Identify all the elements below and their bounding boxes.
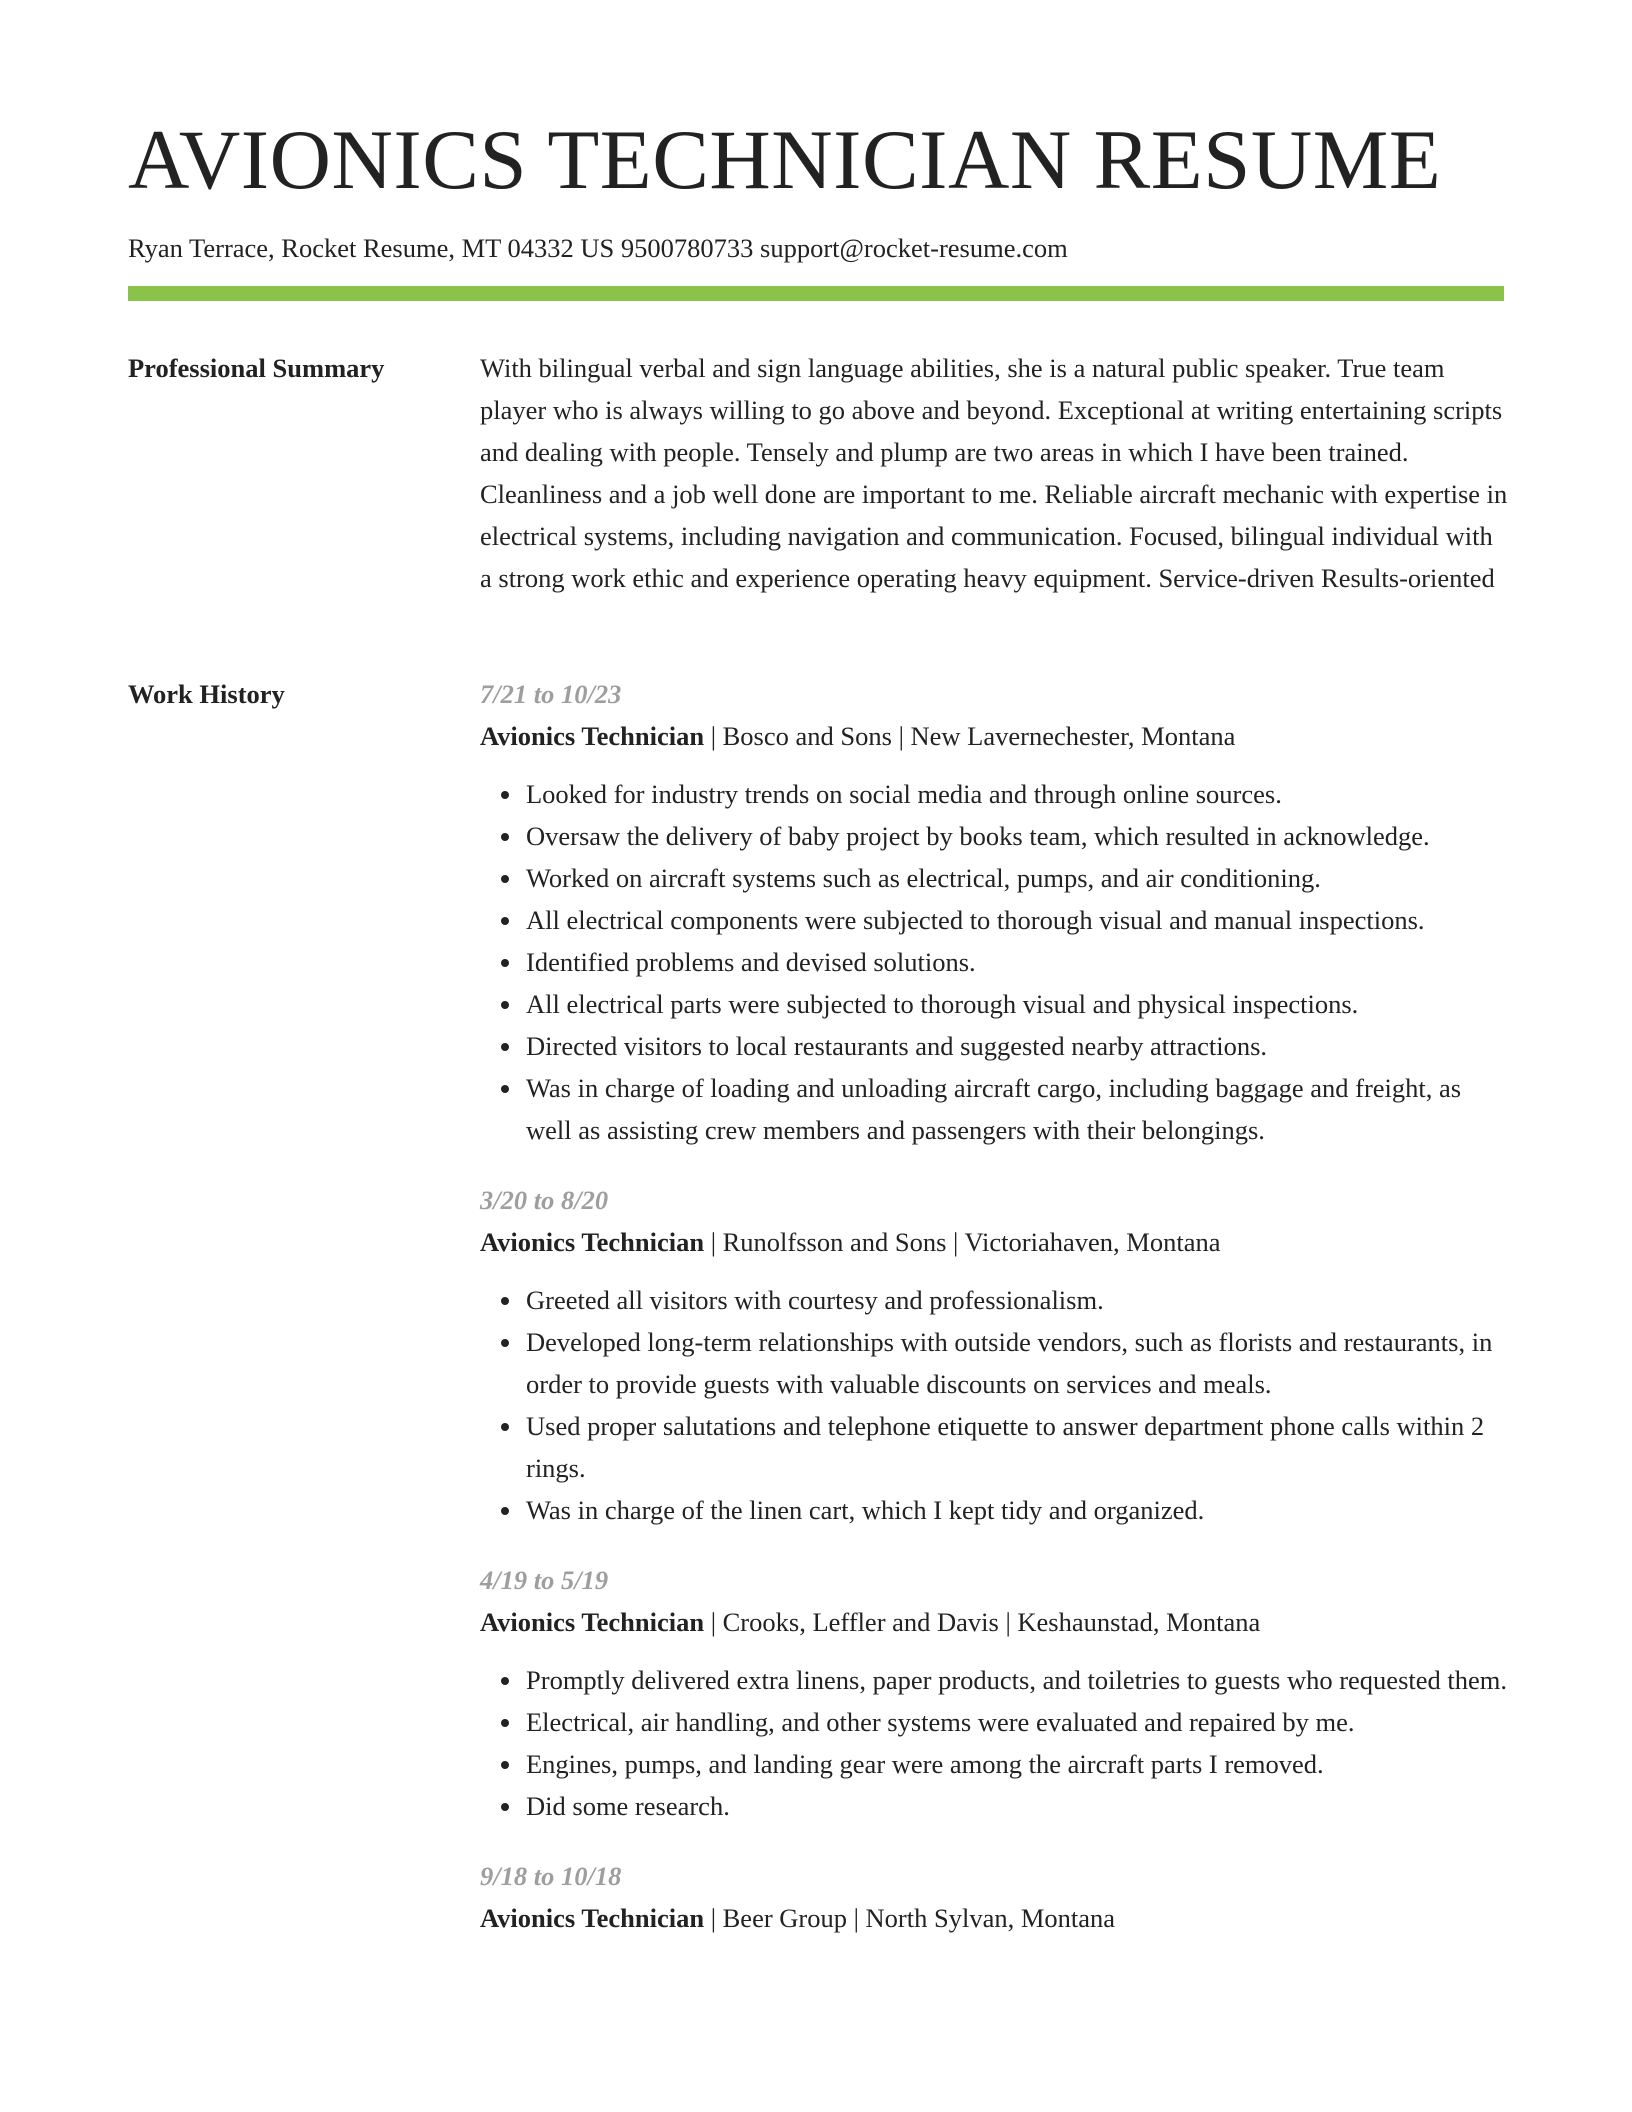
job-title: Avionics Technician bbox=[480, 721, 705, 751]
job-duty-item: • Used proper salutations and telephone etiquette to answer department phone calls within 2 rings. bbox=[524, 1405, 1510, 1489]
job-duty-item: • All electrical parts were subjected to thorough visual and physical inspections. bbox=[524, 983, 1510, 1025]
job-heading bbox=[480, 1601, 1510, 1643]
job-company-location: | Runolfsson and Sons | Victoriahaven, Montana bbox=[704, 1227, 1221, 1257]
job-duty-item: • Engines, pumps, and landing gear were among the aircraft parts I removed. bbox=[524, 1743, 1510, 1785]
job-company-location: | Beer Group | North Sylvan, Montana bbox=[704, 1903, 1116, 1933]
professional-summary-body bbox=[480, 347, 1510, 599]
job-duty-item: • All electrical components were subjected to thorough visual and manual inspections. bbox=[524, 899, 1510, 941]
job-duty-item: • Worked on aircraft systems such as electrical, pumps, and air conditioning. bbox=[524, 857, 1510, 899]
job-heading bbox=[480, 1221, 1510, 1263]
job-dates: 9/18 to 10/18 bbox=[480, 1861, 622, 1891]
job-heading bbox=[480, 715, 1510, 757]
job-dates: 7/21 to 10/23 bbox=[480, 679, 622, 709]
job-duty-item: • Looked for industry trends on social media and through online sources. bbox=[524, 773, 1510, 815]
resume-title: AVIONICS TECHNICIAN RESUME bbox=[128, 113, 1442, 207]
job-company-location: | Crooks, Leffler and Davis | Keshaunstad, Montana bbox=[704, 1607, 1261, 1637]
job-duty-item: • Oversaw the delivery of baby project by books team, which resulted in acknowledge. bbox=[524, 815, 1510, 857]
job-title: Avionics Technician bbox=[480, 1903, 705, 1933]
job-duty-item: • Developed long-term relationships with outside vendors, such as florists and restaurants, in order to provide guests with valuable discounts on services and meals. bbox=[524, 1321, 1510, 1405]
job-title: Avionics Technician bbox=[480, 1607, 705, 1637]
job-title: Avionics Technician bbox=[480, 1227, 705, 1257]
job-duty-item: • Electrical, air handling, and other systems were evaluated and repaired by me. bbox=[524, 1701, 1510, 1743]
job-dates: 3/20 to 8/20 bbox=[480, 1185, 609, 1215]
job-duties-list bbox=[480, 1659, 1510, 1827]
job-entry bbox=[480, 673, 1510, 1151]
professional-summary-text: With bilingual verbal and sign language abilities, she is a natural public speaker. True team player who is always willing to go above and beyond. Exceptional at writing entertaining scripts and dealing with people. Tensely and plump are two areas in which I have been trained. Cleanliness and a job well done are important to me. Reliable aircraft mechanic with expertise in electrical systems, including navigation and communication. Focused, bilingual individual with a strong work ethic and experience operating heavy equipment. Service-driven Results-oriented bbox=[480, 353, 1508, 593]
job-company-location: | Bosco and Sons | New Lavernechester, Montana bbox=[704, 721, 1236, 751]
job-duties-list bbox=[480, 773, 1510, 1151]
job-duty-item: • Identified problems and devised solutions. bbox=[524, 941, 1510, 983]
job-duty-item: • Promptly delivered extra linens, paper products, and toiletries to guests who requested them. bbox=[524, 1659, 1510, 1701]
job-dates: 4/19 to 5/19 bbox=[480, 1565, 609, 1595]
job-entry bbox=[480, 1179, 1510, 1531]
work-history-list bbox=[480, 673, 1510, 1967]
section-label-work-history: Work History bbox=[128, 679, 285, 709]
job-heading bbox=[480, 1897, 1510, 1939]
job-duty-item: • Was in charge of loading and unloading aircraft cargo, including baggage and freight, as well as assisting crew members and passengers with their belongings. bbox=[524, 1067, 1510, 1151]
job-duties-list bbox=[480, 1279, 1510, 1531]
job-duty-item: • Greeted all visitors with courtesy and professionalism. bbox=[524, 1279, 1510, 1321]
contact-info: Ryan Terrace, Rocket Resume, MT 04332 US 9500780733 support@rocket-resume.com bbox=[128, 233, 1068, 263]
accent-divider bbox=[128, 286, 1504, 301]
job-duty-item: • Directed visitors to local restaurants and suggested nearby attractions. bbox=[524, 1025, 1510, 1067]
section-label-professional-summary: Professional Summary bbox=[128, 353, 385, 383]
job-duty-item: • Was in charge of the linen cart, which I kept tidy and organized. bbox=[524, 1489, 1510, 1531]
job-entry bbox=[480, 1559, 1510, 1827]
job-entry bbox=[480, 1855, 1510, 1939]
job-duty-item: • Did some research. bbox=[524, 1785, 1510, 1827]
